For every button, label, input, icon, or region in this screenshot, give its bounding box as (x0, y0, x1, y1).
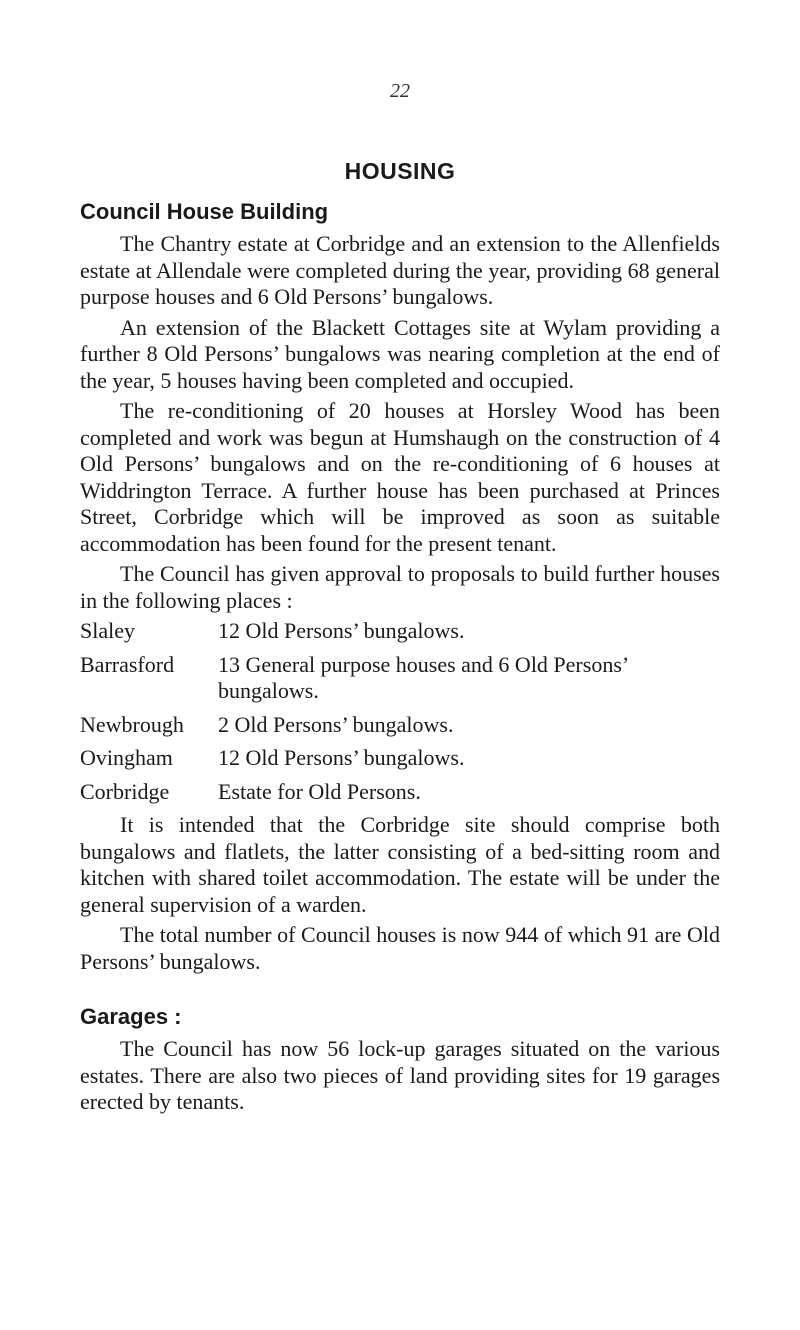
place-row (80, 745, 720, 772)
page-number: 22 (390, 80, 410, 102)
document-body (80, 196, 720, 1120)
paragraph: It is intended that the Corbridge site should comprise both bungalows and flatlets, the latter consisting of a bed-sitting room and kitchen with shared toilet accommodation. The estate will be under the general supervision of a warden. (80, 812, 720, 917)
paragraph: An extension of the Blackett Cottages site at Wylam providing a further 8 Old Persons’ bungalows was nearing completion at the end of the year, 5 houses having been completed and occupied. (80, 314, 720, 393)
paragraph: The total number of Council houses is now 944 of which 91 are Old Persons’ bungalows. (80, 922, 720, 974)
paragraph: The Chantry estate at Corbridge and an extension to the Allenfields estate at Allendale were completed during the year, providing 68 general purpose houses and 6 Old Persons’ bungalows. (80, 231, 720, 309)
page-title: HOUSING (344, 158, 456, 184)
place-name: Ovingham (80, 745, 173, 770)
place-description: 12 Old Persons’ bungalows. (218, 618, 465, 643)
paragraph: The Council has now 56 lock-up garages situated on the various estates. There are also two pieces of land providing sites for 19 garages erected by tenants. (80, 1036, 720, 1114)
place-name: Slaley (80, 618, 135, 643)
place-name: Corbridge (80, 778, 170, 804)
place-name: Barrasford (80, 651, 175, 677)
place-description: 12 Old Persons’ bungalows. (218, 745, 465, 770)
section-heading-garages: Garages : (80, 1004, 182, 1029)
places-list (80, 618, 720, 805)
place-row (80, 652, 720, 705)
paragraph: The re-conditioning of 20 houses at Horsley Wood has been completed and work was begun at Humshaugh on the construction of 4 Old Persons’ bungalows and on the re-conditioning of 6 houses at Widdrington Terrace. A further house has been purchased at Princes Street, Corbridge which will be improved as soon as suitable accommodation has been found for the present tenant. (80, 398, 720, 556)
place-description: 13 General purpose houses and 6 Old Persons’ bungalows. (218, 651, 628, 703)
place-description: 2 Old Persons’ bungalows. (218, 711, 454, 737)
place-description: Estate for Old Persons. (218, 778, 421, 804)
place-row (80, 712, 720, 739)
section-heading-council-house-building: Council House Building (80, 199, 329, 224)
place-row (80, 618, 720, 645)
place-name: Newbrough (80, 711, 184, 737)
place-row (80, 779, 720, 806)
paragraph: The Council has given approval to proposals to build further houses in the following places : (80, 561, 720, 613)
